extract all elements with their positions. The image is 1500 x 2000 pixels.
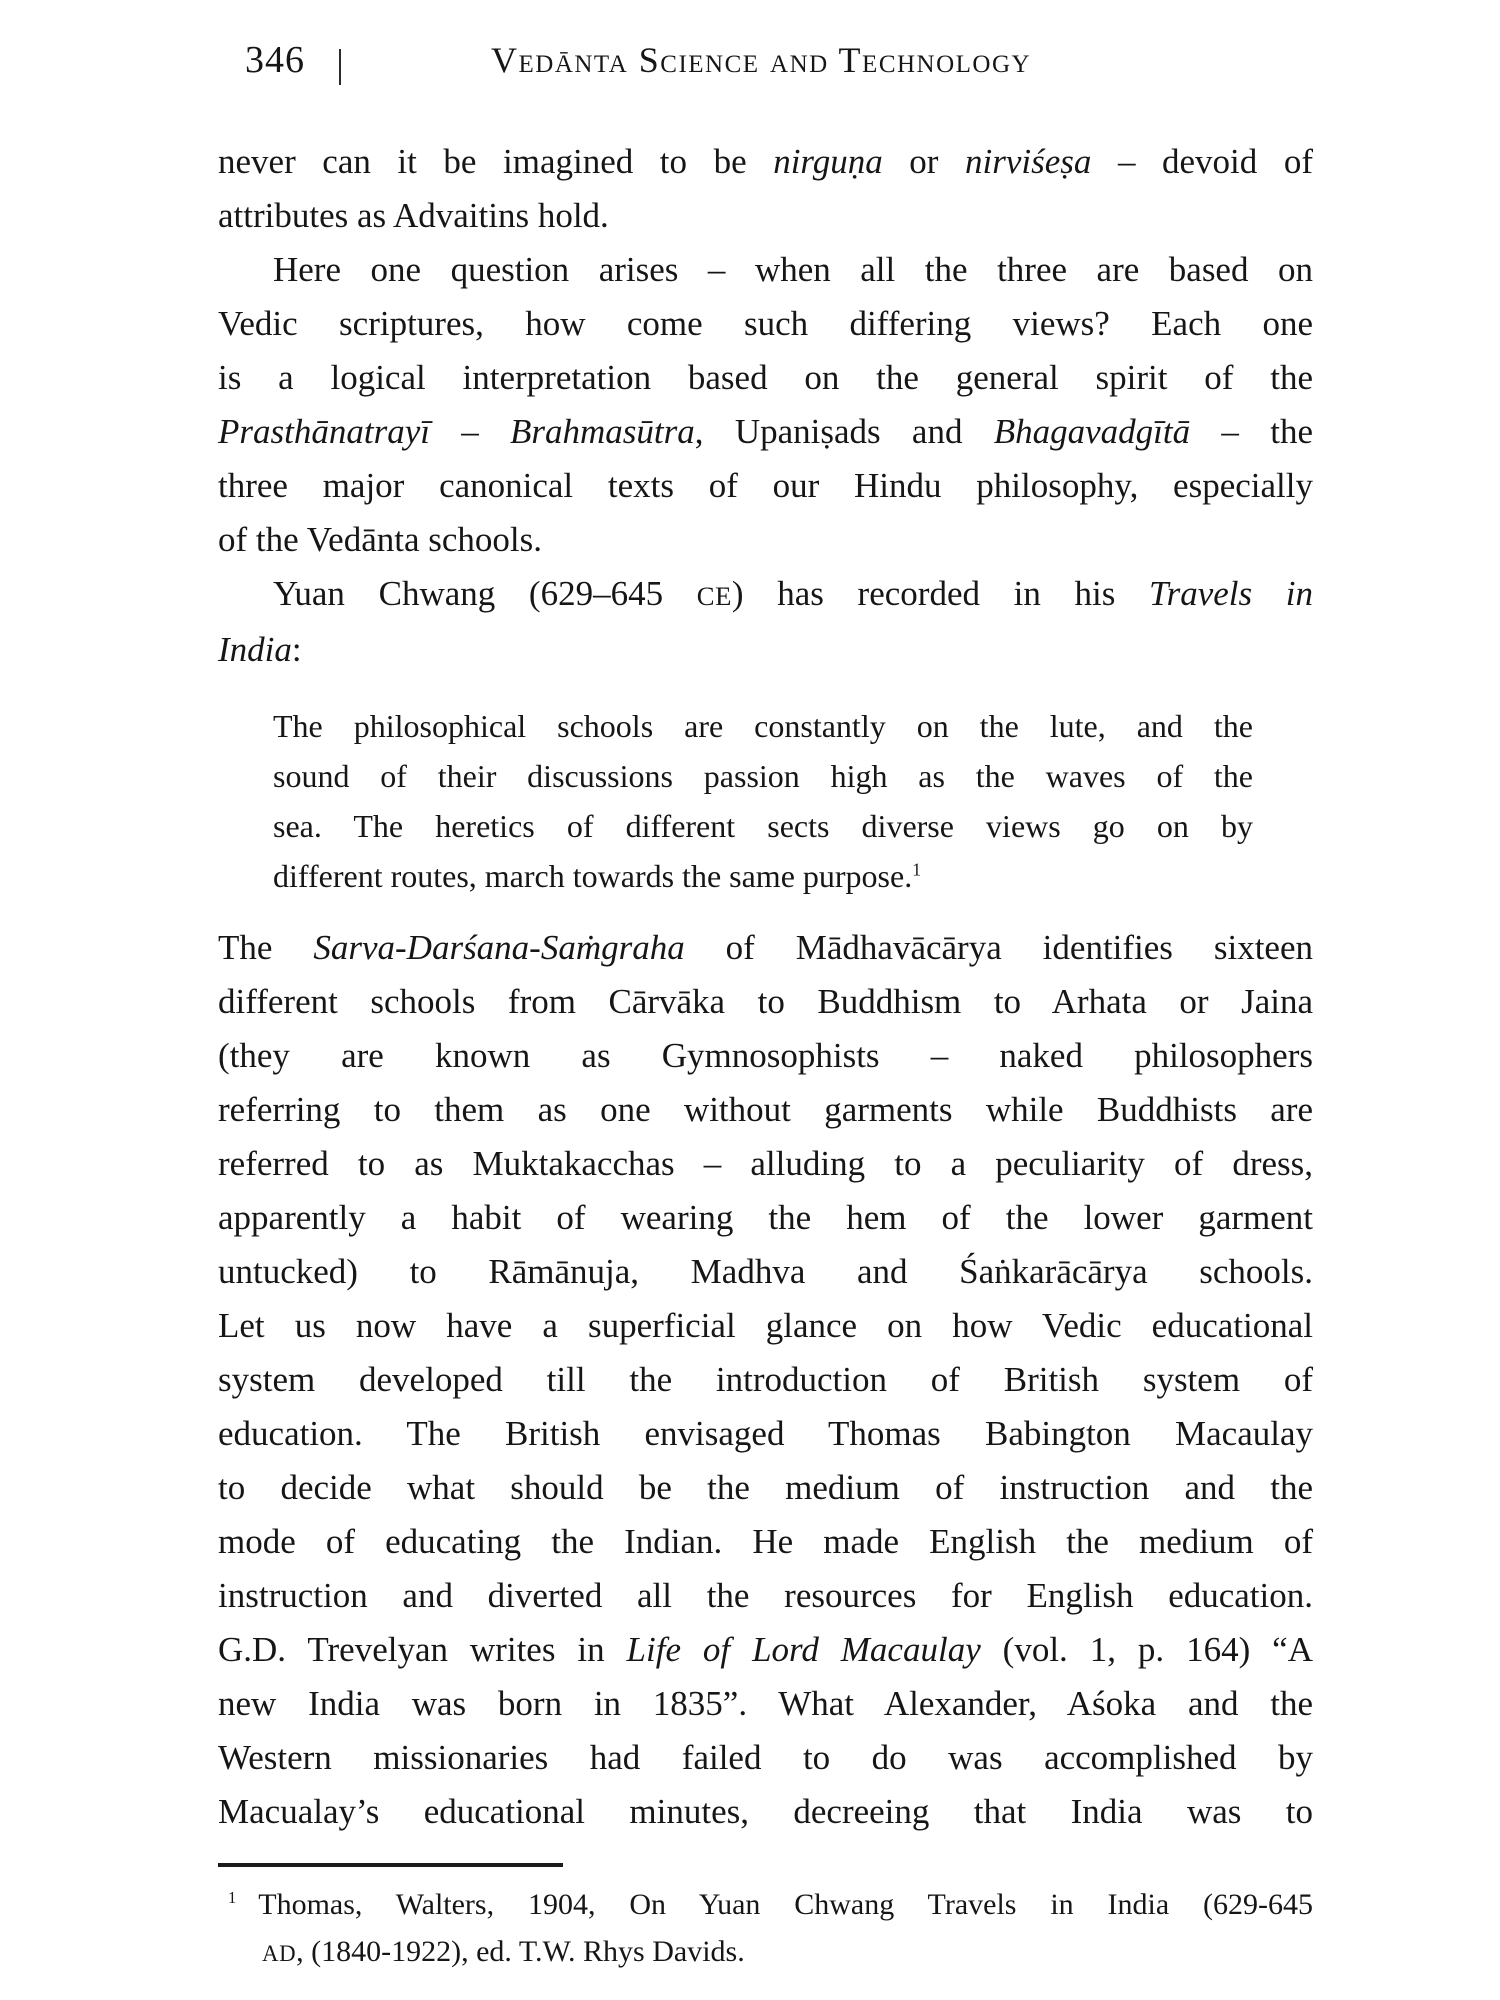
text-segment: nirviśeṣa	[965, 142, 1092, 181]
text-line	[218, 459, 1313, 513]
text-line	[218, 567, 1313, 623]
text-line	[218, 135, 1313, 189]
text-line	[218, 1245, 1313, 1299]
page-body	[218, 135, 1313, 1839]
text-segment: Yuan Chwang (629–645	[273, 574, 697, 613]
text-segment: of the Vedānta schools.	[218, 520, 543, 559]
text-segment: (vol. 1, p. 164) “A	[980, 1630, 1313, 1669]
text-line	[218, 1515, 1313, 1569]
text-segment: Bhagavadgītā	[993, 412, 1191, 451]
footnote-marker: 1	[228, 1888, 237, 1907]
text-segment: of Mādhavācārya identifies sixteen	[684, 928, 1313, 967]
text-segment: or	[882, 142, 966, 181]
text-line	[273, 851, 1253, 901]
text-line	[218, 1191, 1313, 1245]
text-line	[218, 1353, 1313, 1407]
page-number: 346	[245, 39, 305, 81]
text-segment: :	[291, 630, 302, 669]
paragraph	[218, 243, 1313, 567]
text-segment: three major canonical texts of our Hindu philosophy, especially	[218, 466, 1313, 505]
footnote-marker: 1	[912, 859, 921, 880]
text-segment: India	[218, 630, 292, 669]
text-segment: G.D. Trevelyan writes in	[218, 1630, 627, 1669]
text-line	[273, 701, 1253, 751]
text-segment: AD	[262, 1941, 297, 1966]
text-segment: Thomas, Walters, 1904, On Yuan Chwang Travels in India (629-645	[258, 1888, 1313, 1921]
text-line	[218, 297, 1313, 351]
text-segment: – devoid of	[1091, 142, 1313, 181]
text-segment: Western missionaries had failed to do was accomplished by	[218, 1738, 1313, 1777]
text-line	[218, 1677, 1313, 1731]
text-line	[218, 1137, 1313, 1191]
text-segment: referred to as Muktakacchas – alluding to a peculiarity of dress,	[218, 1144, 1313, 1183]
text-line	[218, 1407, 1313, 1461]
text-segment: different routes, march towards the same purpose.	[273, 858, 913, 894]
text-line	[262, 1928, 1313, 1977]
paragraph	[218, 135, 1313, 243]
text-line	[218, 921, 1313, 975]
text-line	[218, 243, 1313, 297]
footnote-entry	[218, 1881, 1313, 1977]
text-line	[218, 1623, 1313, 1677]
text-segment: – the	[1190, 412, 1313, 451]
footnote-area	[218, 1881, 1313, 1977]
text-line	[218, 1569, 1313, 1623]
text-segment: referring to them as one without garments while Buddhists are	[218, 1090, 1313, 1129]
text-segment: education. The British envisaged Thomas Babington Macaulay	[218, 1414, 1313, 1453]
text-line	[218, 1083, 1313, 1137]
text-segment: ) has recorded in his	[731, 574, 1150, 613]
paragraph	[273, 701, 1253, 901]
text-segment: apparently a habit of wearing the hem of the lower garment	[218, 1198, 1313, 1237]
paragraph	[218, 567, 1313, 677]
text-segment: Macualay’s educational minutes, decreeing that India was to	[218, 1792, 1313, 1831]
header-divider	[339, 49, 341, 85]
text-segment: CE	[696, 581, 732, 611]
text-line	[218, 1785, 1313, 1839]
text-segment: Life of Lord Macaulay	[626, 1630, 981, 1669]
running-header	[218, 38, 1313, 90]
text-segment: Sarva-Darśana-Saṁgraha	[313, 928, 685, 967]
text-line	[218, 623, 1313, 677]
text-line	[273, 801, 1253, 851]
text-segment: The philosophical schools are constantly on the lute, and the	[273, 708, 1253, 744]
text-segment: Here one question arises – when all the three are based on	[273, 250, 1313, 289]
header-title: Vedānta Science and Technology	[491, 40, 1032, 80]
paragraph	[218, 921, 1313, 1839]
text-segment: untucked) to Rāmānuja, Madhva and Śaṅkarācārya schools.	[218, 1252, 1313, 1291]
text-line	[218, 351, 1313, 405]
text-line	[218, 405, 1313, 459]
text-segment: to decide what should be the medium of instruction and the	[218, 1468, 1313, 1507]
text-segment: sound of their discussions passion high as the waves of the	[273, 758, 1253, 794]
text-segment: Vedic scriptures, how come such differing views? Each one	[218, 304, 1313, 343]
text-line	[273, 751, 1253, 801]
text-segment: new India was born in 1835”. What Alexander, Aśoka and the	[218, 1684, 1313, 1723]
footnote-separator	[218, 1863, 563, 1867]
text-segment: (they are known as Gymnosophists – naked philosophers	[218, 1036, 1313, 1075]
text-segment: nirguṇa	[773, 142, 883, 181]
text-segment: Prasthānatrayī – Brahmasūtra	[218, 412, 695, 451]
text-segment: is a logical interpretation based on the general spirit of the	[218, 358, 1313, 397]
text-line	[218, 1029, 1313, 1083]
text-segment: attributes as Advaitins hold.	[218, 196, 609, 235]
text-line	[218, 513, 1313, 567]
text-segment: never can it be imagined to be	[218, 142, 774, 181]
text-segment: , Upaniṣads and	[694, 412, 994, 451]
text-line	[218, 189, 1313, 243]
text-segment: instruction and diverted all the resources for English education.	[218, 1576, 1313, 1615]
text-segment: , (1840-1922), ed. T.W. Rhys Davids.	[296, 1935, 745, 1968]
text-segment: Let us now have a superficial glance on how Vedic educational	[218, 1306, 1313, 1345]
text-line	[218, 1731, 1313, 1785]
text-line	[218, 1461, 1313, 1515]
text-segment: Travels in	[1149, 574, 1314, 613]
text-segment: sea. The heretics of different sects diverse views go on by	[273, 808, 1253, 844]
text-line	[218, 1299, 1313, 1353]
text-segment: different schools from Cārvāka to Buddhism to Arhata or Jaina	[218, 982, 1313, 1021]
text-segment: system developed till the introduction of British system of	[218, 1360, 1313, 1399]
text-segment: mode of educating the Indian. He made English the medium of	[218, 1522, 1313, 1561]
text-line	[218, 975, 1313, 1029]
text-line	[228, 1881, 1313, 1928]
text-segment: The	[218, 928, 314, 967]
